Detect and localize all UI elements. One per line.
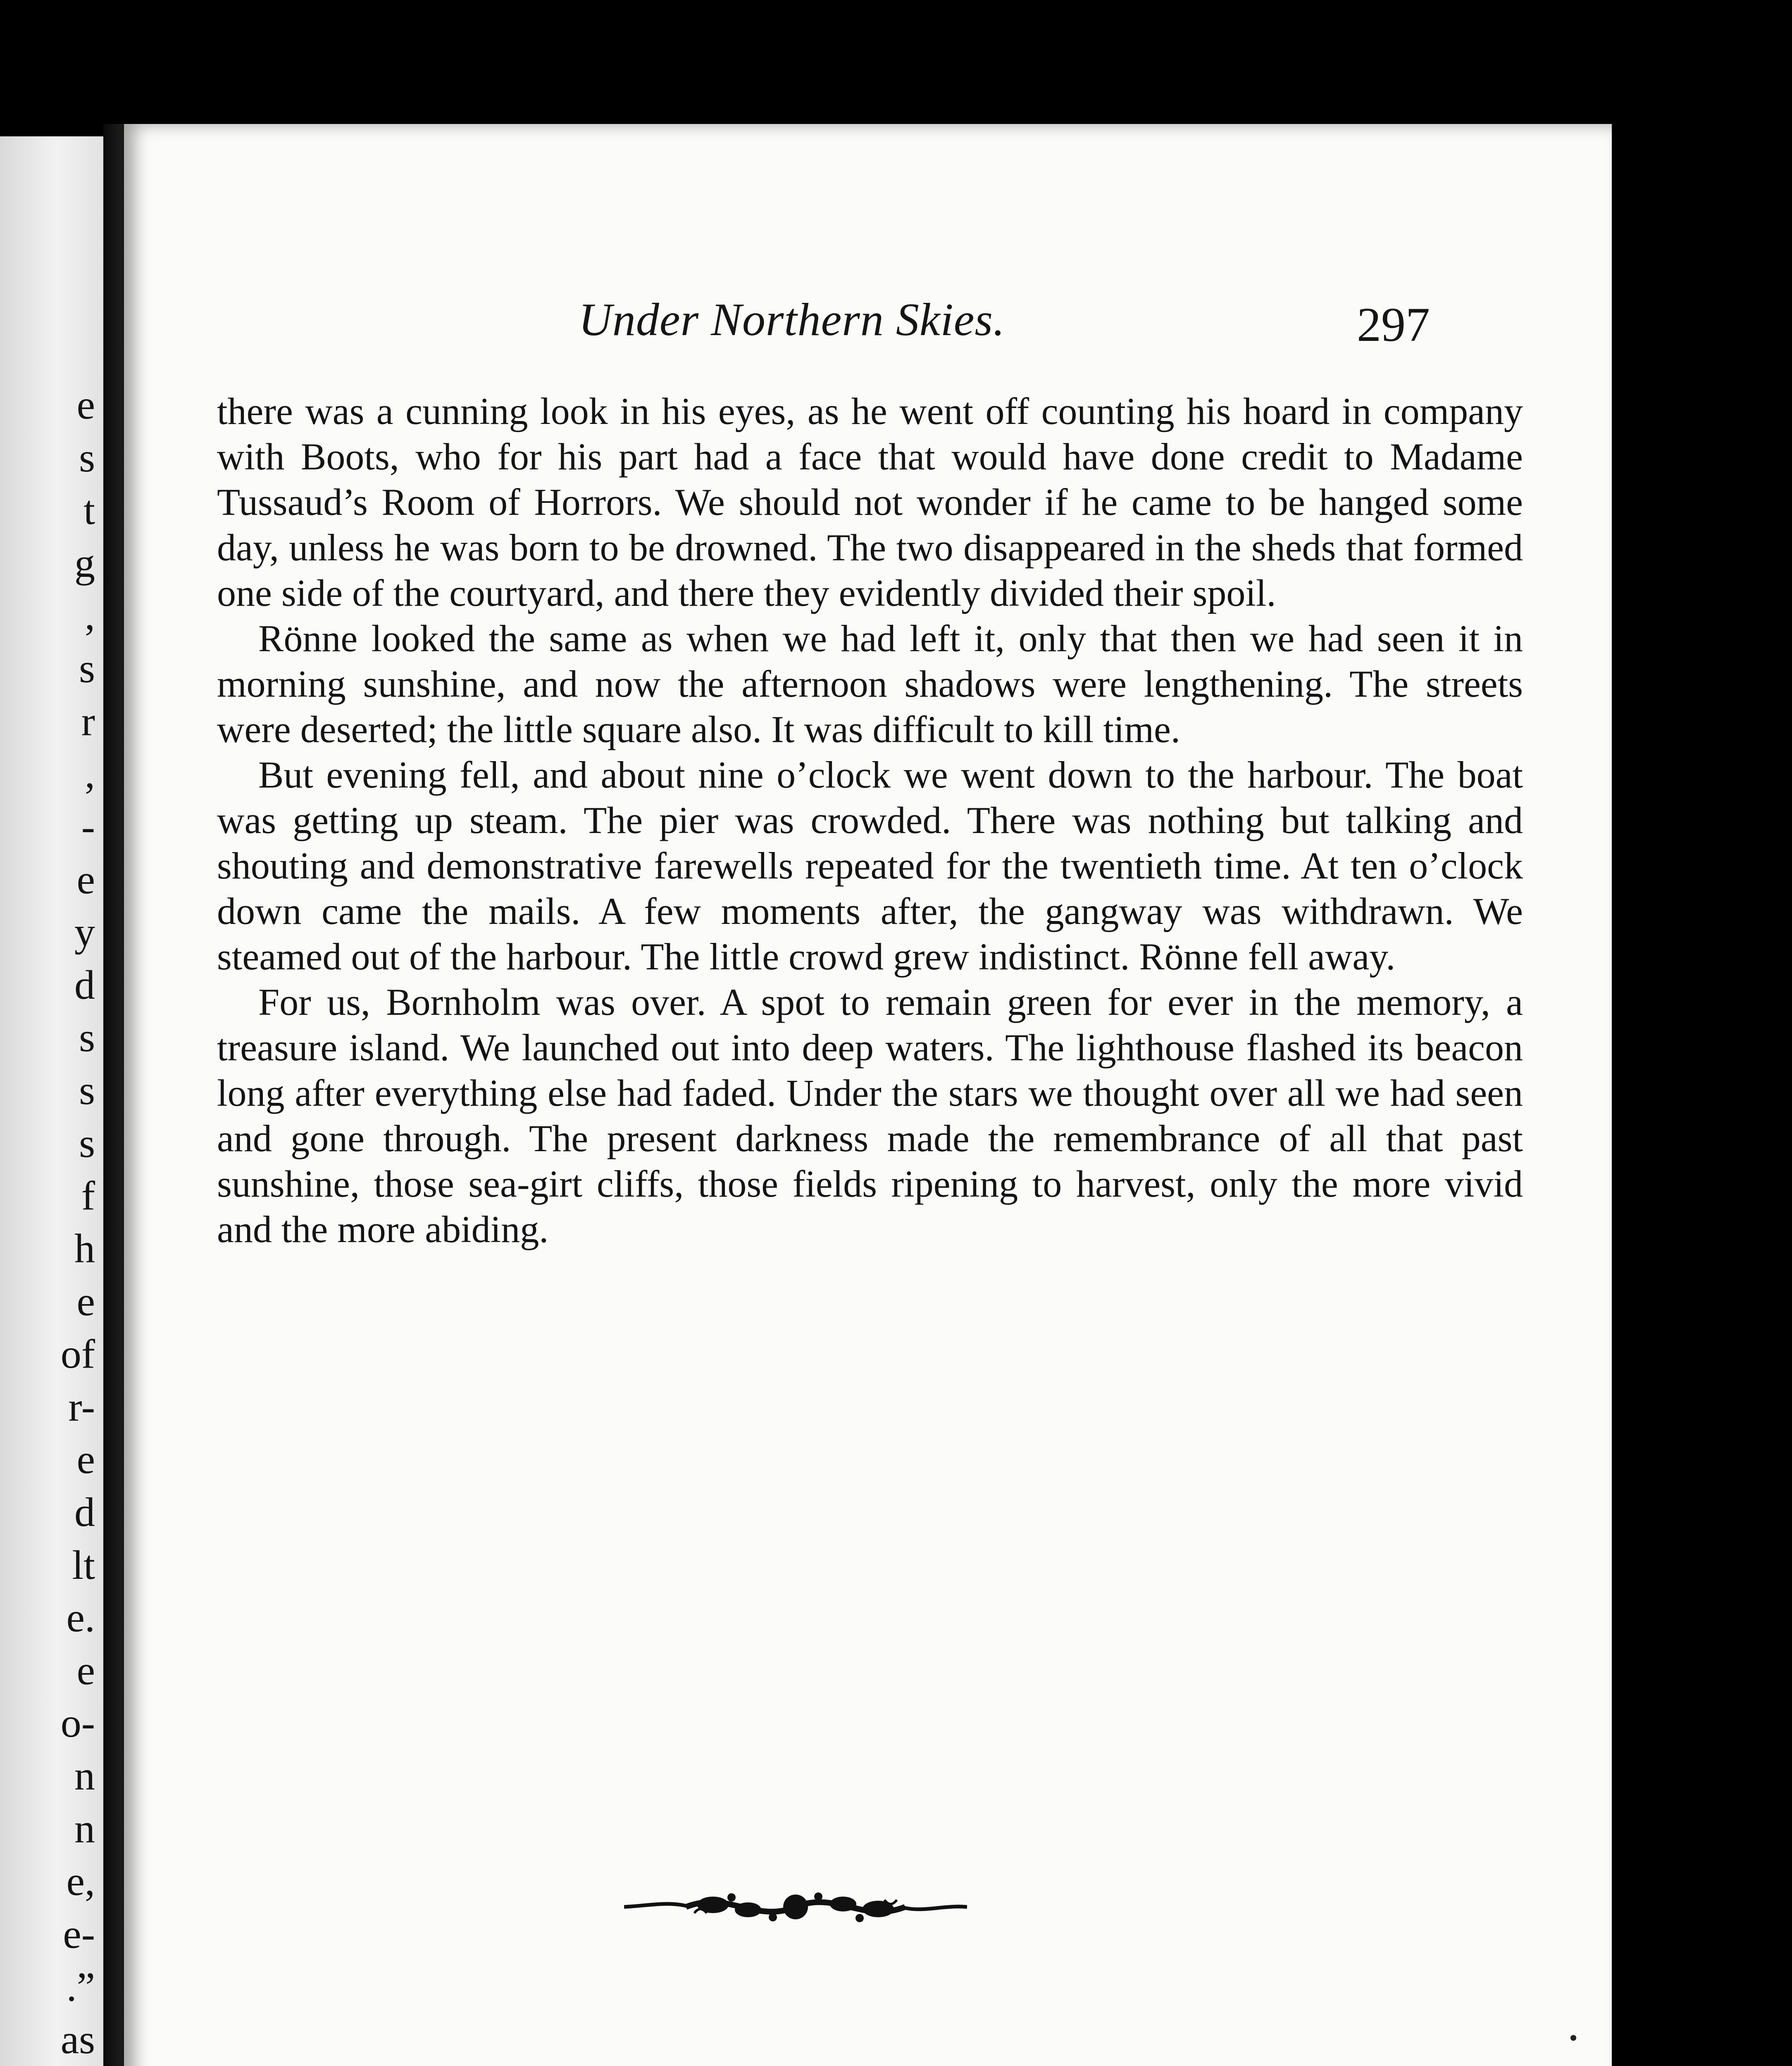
facing-page-fragment: s [79,1014,95,1060]
facing-page-fragment: .” [66,1964,95,2010]
running-head [124,293,1612,351]
facing-page-text-fragments [0,384,103,2066]
page-number: 297 [1357,298,1430,352]
facing-page-fragment: f [81,1173,95,1219]
facing-page-fragment: s [79,645,95,691]
facing-page-fragment: n [74,1806,95,1852]
facing-page-fragment: e. [66,1595,95,1640]
facing-page-fragment: e [76,1278,95,1324]
facing-page-fragment: o- [60,1700,95,1746]
paragraph: But evening fell, and about nine o’clock we went down to the harbour. The boat was getting up steam. The pier was crowded. There was nothing but talking and shouting and demonstrative farewells repeated for the twentieth time. At ten o’clock down came the mails. A few moments after, the gangway was withdrawn. We steamed out of the harbour. The little crowd grew indistinct. Rönne fell away. [217,754,1523,978]
facing-page-fragment: h [74,1226,95,1271]
facing-page-fragment: e- [63,1911,95,1957]
running-head-title: Under Northern Skies. [579,294,1006,345]
facing-page-fragment: e [76,1436,95,1482]
book-page [124,124,1612,2066]
facing-page-fragment: g [74,540,95,586]
paragraph: there was a cunning look in his eyes, as he went off counting his hoard in company with Boots, who for his part had a face that would have done credit to Madame Tussaud’s Room of Horrors. We should not wonder if he came to be hanged some day, unless he was born to be drowned. The two disappeared in the sheds that formed one side of the courtyard, and there they evidently divided their spoil. [217,390,1523,614]
facing-page-fragment: as [60,2016,95,2062]
facing-page-fragment: n [74,1753,95,1799]
facing-page-fragment: of [60,1331,95,1377]
facing-page-fragment: lt [72,1542,95,1588]
facing-page-fragment: e [76,382,95,428]
facing-page-fragment: e, [66,1858,95,1904]
facing-page-fragment: e [76,1647,95,1693]
facing-page-fragment: - [81,804,95,850]
vine-ornament-icon [624,1888,967,1926]
facing-page-fragment: d [74,962,95,1008]
facing-page-fragment: s [79,1120,95,1166]
facing-page-fragment: r- [68,1384,95,1430]
paragraph: For us, Bornholm was over. A spot to remain green for ever in the memory, a treasure island. We launched out into deep waters. The lighthouse flashed its beacon long after everything else had faded. Under the stars we thought over all we had seen and gone through. The present darkness made the remembrance of all that past sunshine, those sea-girt cliffs, those fields ripening to harvest, only the more vivid and the more abiding. [217,981,1523,1250]
body-text [217,388,1523,1252]
facing-page-fragment: t [83,487,95,533]
facing-page-fragment: s [79,1067,95,1113]
page-speck [1570,2035,1576,2041]
facing-page-fragment: y [74,909,95,955]
facing-page-fragment: e [76,857,95,902]
facing-page-fragment: r [81,698,95,744]
facing-page-fragment: s [79,435,95,481]
facing-page [0,136,103,2066]
paragraph: Rönne looked the same as when we had left it, only that then we had seen it in morning sunshine, and now the afternoon shadows were lengthening. The streets were deserted; the little square also. It was difficult to kill time. [217,617,1523,750]
facing-page-fragment: , [85,593,95,638]
facing-page-fragment: d [74,1489,95,1535]
facing-page-fragment: , [85,751,95,797]
